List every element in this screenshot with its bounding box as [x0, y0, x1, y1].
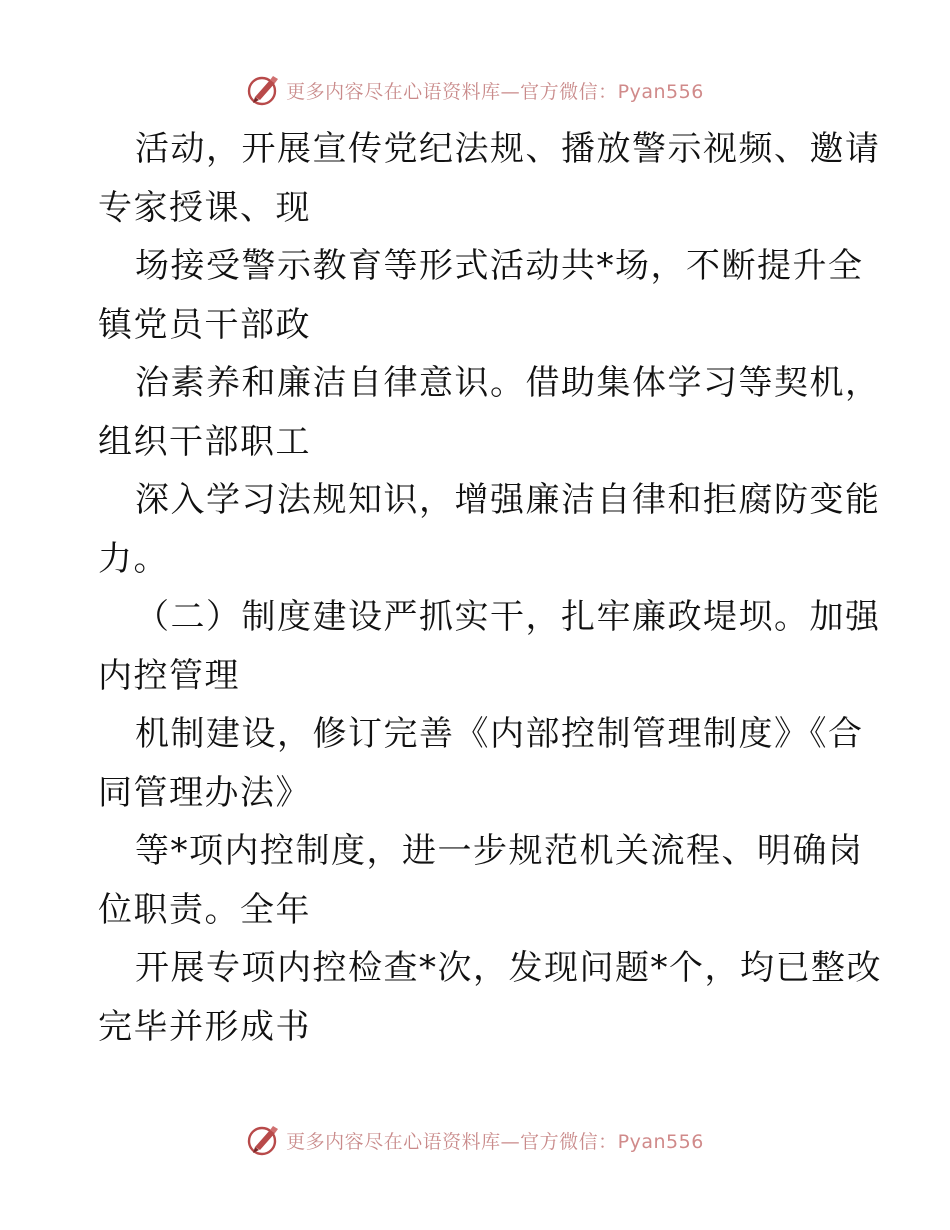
- text-line: 活动，开展宣传党纪法规、播放警示视频、邀请: [135, 129, 881, 169]
- text-line: 镇党员干部政: [98, 304, 311, 345]
- watermark-text: 更多内容尽在心语资料库—官方微信：Pyan556: [286, 1130, 704, 1153]
- text-line: 完毕并形成书: [98, 1006, 311, 1047]
- text-line: 组织干部职工: [98, 421, 311, 462]
- header-watermark: [0, 70, 950, 110]
- footer-watermark: [0, 1120, 950, 1160]
- watermark-text: 更多内容尽在心语资料库—官方微信：Pyan556: [286, 80, 704, 103]
- watermark-id: Pyan556: [617, 80, 704, 103]
- text-line: 同管理办法》: [98, 772, 311, 813]
- watermark-id: Pyan556: [617, 1130, 704, 1153]
- pen-logo-icon: [246, 72, 282, 108]
- text-line: 内控管理: [98, 655, 240, 696]
- pen-logo-icon: [246, 1122, 282, 1158]
- text-line: 治素养和廉洁自律意识。借助集体学习等契机，: [135, 363, 881, 403]
- text-line: 开展专项内控检查*次，发现问题*个，均已整改: [135, 948, 882, 988]
- text-line: 机制建设，修订完善《内部控制管理制度》《合: [135, 714, 864, 754]
- text-line: （二）制度建设严抓实干，扎牢廉政堤坝。加强: [135, 597, 881, 637]
- text-line: 等*项内控制度，进一步规范机关流程、明确岗: [135, 831, 864, 871]
- text-line: 专家授课、现: [98, 187, 311, 228]
- text-line: 力。: [98, 538, 169, 579]
- text-line: 位职责。全年: [98, 889, 311, 930]
- text-line: 深入学习法规知识，增强廉洁自律和拒腐防变能: [135, 480, 881, 520]
- document-body: [98, 120, 882, 1056]
- text-line: 场接受警示教育等形式活动共*场，不断提升全: [135, 246, 864, 286]
